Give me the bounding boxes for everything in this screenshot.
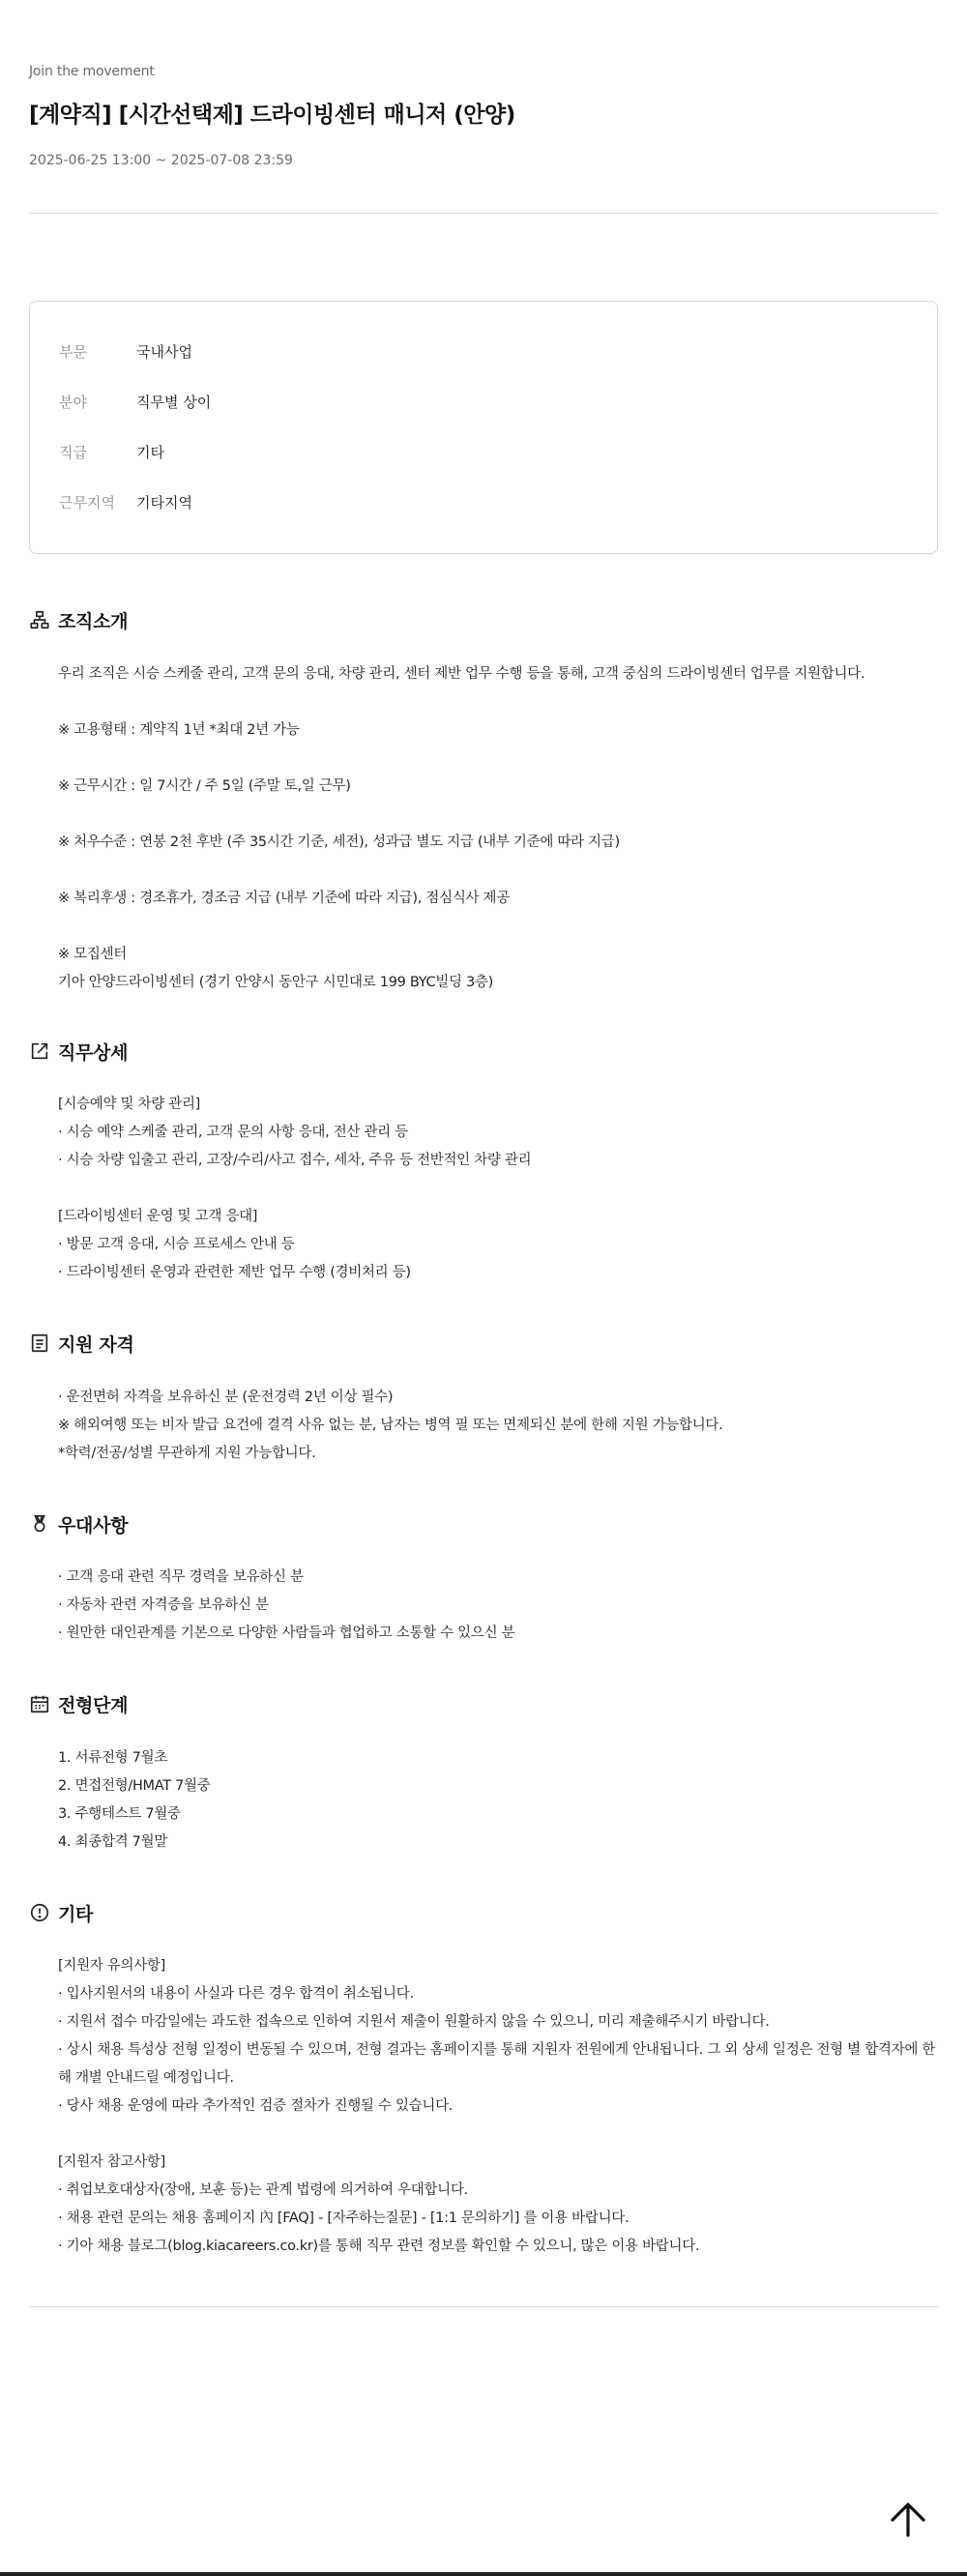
text-line: [드라이빙센터 운영 및 고객 응대]: [58, 1209, 258, 1224]
section-header-qualification: [29, 1330, 134, 1357]
text-line: ※ 근무시간 : 일 7시간 / 주 5일 (주말 토,일 근무): [58, 778, 351, 794]
text-line: · 시승 차량 입출고 관리, 고장/수리/사고 접수, 세차, 주유 등 전반적인 차량 관리: [58, 1153, 532, 1168]
scroll-to-top-button[interactable]: [883, 2497, 933, 2543]
document-icon: [29, 1332, 50, 1354]
section-title: 기타: [58, 1903, 94, 1925]
info-key: 부문: [59, 343, 87, 361]
divider: [29, 2306, 938, 2307]
section-body-process: [58, 1744, 938, 1857]
text-line: · 지원서 접수 마감일에는 과도한 접속으로 인하여 지원서 제출이 원활하지 않을 수 있으니, 미리 제출해주시기 바랍니다.: [58, 2014, 770, 2030]
section-title: 지원 자격: [58, 1333, 134, 1356]
spacer: [58, 913, 938, 941]
section-body-preference: [58, 1564, 938, 1648]
text-line: · 고객 응대 관련 직무 경력을 보유하신 분: [58, 1569, 304, 1585]
text-line: *학력/전공/성별 무관하게 지원 가능합니다.: [58, 1446, 316, 1461]
medal-icon: [29, 1513, 50, 1535]
text-line: 3. 주행테스트 7월중: [58, 1806, 181, 1822]
section-header-duty: [29, 1038, 128, 1065]
info-value: 기타지역: [136, 494, 192, 512]
edit-icon: [29, 1040, 50, 1062]
text-line: · 드라이빙센터 운영과 관련한 제반 업무 수행 (경비처리 등): [58, 1265, 411, 1280]
section-header-process: [29, 1690, 128, 1717]
text-line: · 당사 채용 운영에 따라 추가적인 검증 절차가 진행될 수 있습니다.: [58, 2098, 454, 2114]
spacer: [58, 857, 938, 885]
text-line: · 시승 예약 스케줄 관리, 고객 문의 사항 응대, 전산 관리 등: [58, 1125, 408, 1140]
section-header-etc: [29, 1899, 93, 1926]
section-header-org: [29, 606, 128, 633]
spacer: [58, 2121, 938, 2149]
bottom-edge-bar: [0, 2572, 967, 2576]
spacer: [58, 688, 938, 717]
application-period: 2025-06-25 13:00 ~ 2025-07-08 23:59: [29, 153, 293, 168]
eyebrow-text: Join the movement: [29, 64, 155, 79]
text-line: · 채용 관련 문의는 채용 홈페이지 內 [FAQ] - [자주하는질문] - [1:1 문의하기] 를 이용 바랍니다.: [58, 2210, 630, 2226]
text-line: 기아 안양드라이빙센터 (경기 안양시 동안구 시민대로 199 BYC빌딩 3층): [58, 975, 494, 990]
section-header-preference: [29, 1510, 128, 1537]
text-line: ※ 복리후생 : 경조휴가, 경조금 지급 (내부 기준에 따라 지급), 점심식사 제공: [58, 891, 510, 906]
text-line: ※ 해외여행 또는 비자 발급 요건에 결격 사유 없는 분, 남자는 병역 필 또는 면제되신 분에 한해 지원 가능합니다.: [58, 1418, 723, 1433]
section-title: 조직소개: [58, 610, 129, 632]
section-body-duty: [58, 1091, 938, 1287]
text-line: ※ 처우수준 : 연봉 2천 후반 (주 35시간 기준, 세전), 성과급 별도 지급 (내부 기준에 따라 지급): [58, 834, 620, 850]
text-line: 1. 서류전형 7월초: [58, 1750, 168, 1766]
org-chart-icon: [29, 609, 50, 630]
spacer: [58, 801, 938, 829]
job-info-box: [29, 301, 938, 554]
info-value: 기타: [136, 444, 164, 461]
text-line: · 상시 채용 특성상 전형 일정이 변동될 수 있으며, 전형 결과는 홈페이지를 통해 지원자 전원에게 안내됩니다. 그 외 상세 일정은 전형 별 합격자에 한해 개별 안내드릴 예정입니다.: [58, 2042, 936, 2086]
info-circle-icon: [29, 1902, 50, 1923]
text-line: · 취업보호대상자(장애, 보훈 등)는 관계 법령에 의거하여 우대합니다.: [58, 2182, 468, 2198]
text-line: 우리 조직은 시승 스케줄 관리, 고객 문의 응대, 차량 관리, 센터 제반 업무 수행 등을 통해, 고객 중심의 드라이빙센터 업무를 지원합니다.: [58, 666, 865, 682]
info-value: 직무별 상이: [136, 394, 212, 411]
section-body-etc: [58, 1952, 938, 2261]
page-title: [계약직] [시간선택제] 드라이빙센터 매니저 (안양): [29, 102, 515, 128]
section-title: 전형단계: [58, 1694, 129, 1716]
text-line: · 운전면허 자격을 보유하신 분 (운전경력 2년 이상 필수): [58, 1390, 394, 1405]
text-line: 2. 면접전형/HMAT 7월중: [58, 1778, 211, 1794]
calendar-icon: [29, 1693, 50, 1714]
arrow-up-icon: [887, 2499, 929, 2541]
section-title: 우대사항: [58, 1514, 129, 1537]
text-line: 4. 최종합격 7월말: [58, 1834, 168, 1850]
section-title: 직무상세: [58, 1041, 129, 1064]
section-body-org: [58, 660, 938, 997]
text-line: [지원자 참고사항]: [58, 2154, 165, 2170]
divider: [29, 213, 938, 214]
info-key: 근무지역: [59, 494, 115, 512]
info-value: 국내사업: [136, 343, 192, 361]
spacer: [58, 1175, 938, 1203]
text-line: · 입사지원서의 내용이 사실과 다른 경우 합격이 취소됩니다.: [58, 1986, 414, 2002]
section-body-qualification: [58, 1384, 938, 1468]
text-line: ※ 고용형태 : 계약직 1년 *최대 2년 가능: [58, 722, 300, 738]
text-line: ※ 모집센터: [58, 947, 127, 962]
text-line: · 방문 고객 응대, 시승 프로세스 안내 등: [58, 1237, 295, 1252]
spacer: [58, 745, 938, 773]
text-line: · 기아 채용 블로그(blog.kiacareers.co.kr)를 통해 직무 관련 정보를 확인할 수 있으니, 많은 이용 바랍니다.: [58, 2239, 700, 2254]
text-line: [시승예약 및 차량 관리]: [58, 1097, 201, 1112]
info-key: 직급: [59, 444, 87, 461]
text-line: · 자동차 관련 자격증을 보유하신 분: [58, 1597, 269, 1613]
text-line: · 원만한 대인관계를 기본으로 다양한 사람들과 협업하고 소통할 수 있으신 분: [58, 1625, 515, 1641]
text-line: [지원자 유의사항]: [58, 1958, 165, 1974]
info-key: 분야: [59, 394, 87, 411]
